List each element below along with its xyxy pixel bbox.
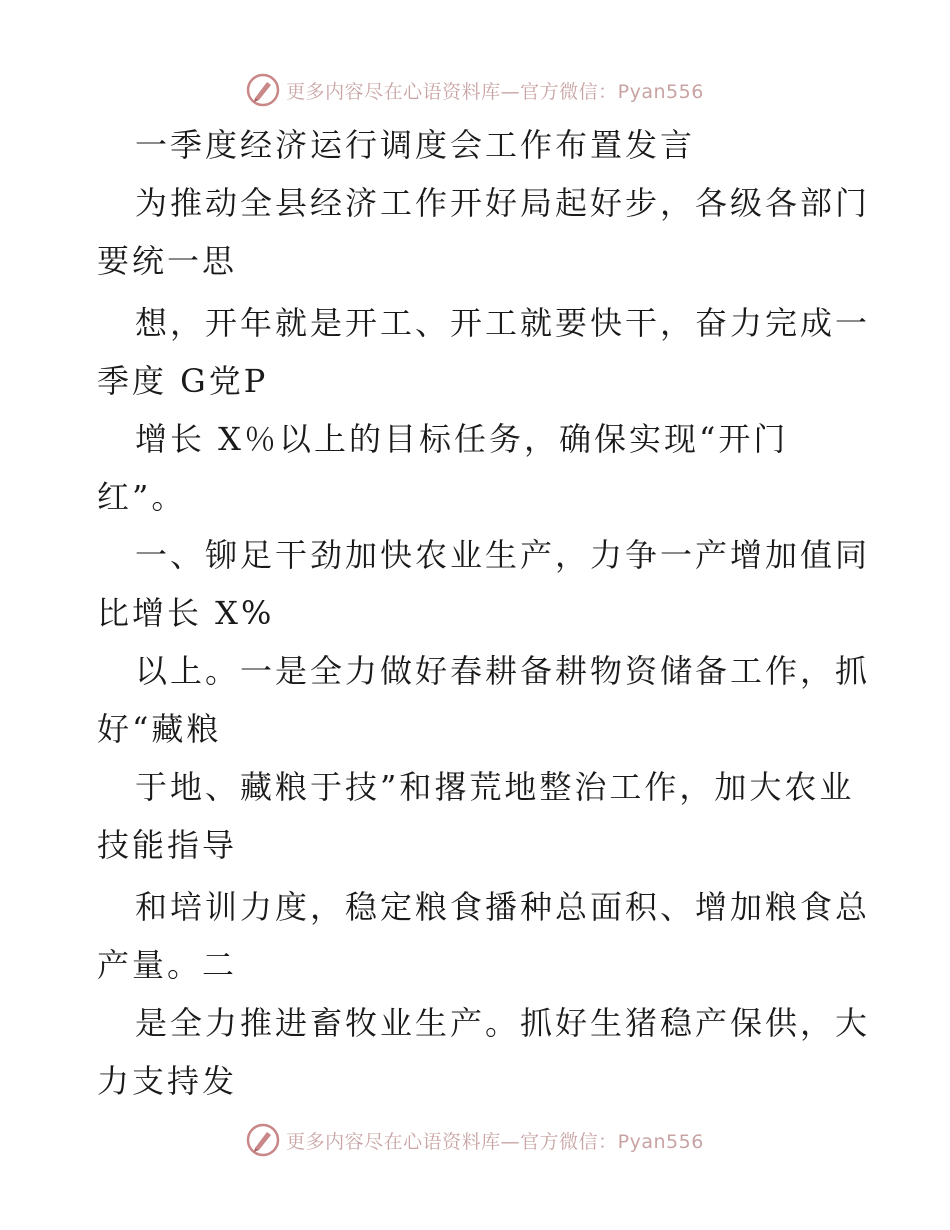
paragraph-line: 一、铆足干劲加快农业生产，力争一产增加值同 bbox=[135, 536, 871, 574]
paragraph-line: 产量。二 bbox=[97, 946, 238, 984]
watermark-footer bbox=[0, 1120, 950, 1160]
paragraph-line: 比增长 X% bbox=[97, 594, 275, 632]
watermark-header bbox=[0, 70, 950, 110]
paragraph-line: 季度 G党P bbox=[97, 362, 269, 400]
paragraph-line: 为推动全县经济工作开好局起好步，各级各部门 bbox=[135, 184, 871, 222]
paragraph-line: 想，开年就是开工、开工就要快干，奋力完成一 bbox=[135, 304, 871, 342]
paragraph-line: 于地、藏粮于技”和撂荒地整治工作，加大农业 bbox=[135, 768, 855, 806]
paragraph-line: 是全力推进畜牧业生产。抓好生猪稳产保供，大 bbox=[135, 1004, 871, 1042]
paragraph-line: 力支持发 bbox=[97, 1062, 238, 1100]
paragraph-line: 和培训力度，稳定粮食播种总面积、增加粮食总 bbox=[135, 888, 871, 926]
paragraph-line: 要统一思 bbox=[97, 242, 238, 280]
paragraph-line: 技能指导 bbox=[97, 826, 238, 864]
watermark-text: 更多内容尽在心语资料库—官方微信：Pyan556 bbox=[286, 1130, 704, 1153]
paragraph-line: 好“藏粮 bbox=[97, 710, 222, 748]
paragraph-line: 增长 X％以上的目标任务，确保实现“开门 bbox=[135, 420, 789, 458]
paragraph-line: 红”。 bbox=[97, 478, 187, 516]
watermark-text: 更多内容尽在心语资料库—官方微信：Pyan556 bbox=[286, 80, 704, 103]
document-title: 一季度经济运行调度会工作布置发言 bbox=[135, 126, 696, 164]
pen-logo-icon bbox=[246, 1123, 280, 1157]
paragraph-line: 以上。一是全力做好春耕备耕物资储备工作，抓 bbox=[135, 652, 871, 690]
pen-logo-icon bbox=[246, 73, 280, 107]
